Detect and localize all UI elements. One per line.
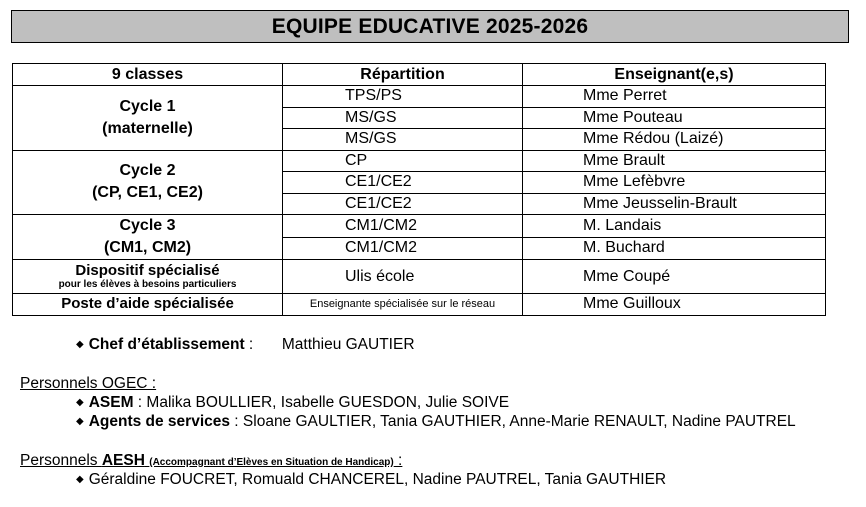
table-row [13, 260, 826, 294]
dispositif-cell [13, 260, 283, 294]
aesh-heading-label: AESH [101, 452, 145, 469]
teacher-cell: M. Buchard [523, 237, 826, 260]
aesh-heading-prefix: Personnels [20, 452, 102, 469]
table-row [13, 215, 826, 238]
agents-line [76, 413, 796, 431]
aesh-heading [20, 452, 402, 470]
table-row [13, 86, 826, 108]
aesh-heading-suffix: : [393, 452, 403, 469]
table-row [13, 294, 826, 316]
cycle-name: Cycle 2 [119, 162, 176, 180]
cycle-name: Cycle 3 [119, 217, 176, 234]
chef-name: Matthieu GAUTIER [281, 336, 415, 353]
agents-names: : Sloane GAULTIER, Tania GAUTHIER, Anne-Marie RENAULT, Nadine PAUTREL [230, 413, 796, 430]
cycle-detail: (CM1, CM2) [103, 239, 192, 256]
header-classes: 9 classes [13, 64, 283, 86]
teacher-cell: M. Landais [523, 215, 826, 238]
bullet-icon: ◆ [76, 474, 84, 485]
poste-cell: Poste d’aide spécialisée [13, 294, 283, 316]
cycle-detail: (CP, CE1, CE2) [92, 184, 203, 202]
table-header-row [13, 64, 826, 86]
cycle-3-cell [13, 215, 283, 260]
chef-line [76, 336, 415, 354]
header-repartition: Répartition [283, 64, 523, 86]
header-teachers: Enseignant(e,s) [523, 64, 826, 86]
asem-names: : Malika BOULLIER, Isabelle GUESDON, Julie SOIVE [133, 394, 510, 411]
teacher-cell: Mme Rédou (Laizé) [523, 129, 826, 151]
bullet-icon: ◆ [76, 339, 84, 350]
class-cell: Ulis école [283, 260, 523, 294]
cycle-name: Cycle 1 [119, 97, 176, 115]
teacher-cell: Mme Lefèbvre [523, 172, 826, 194]
cycle-detail: (maternelle) [102, 119, 193, 137]
class-cell: CP [283, 150, 523, 172]
class-cell: Enseignante spécialisée sur le réseau [283, 294, 523, 316]
class-cell: MS/GS [283, 107, 523, 129]
cycle-1-cell [13, 86, 283, 151]
aesh-line [76, 471, 666, 489]
agents-label: Agents de services [88, 413, 230, 430]
cycle-2-cell [13, 150, 283, 215]
teacher-cell: Mme Brault [523, 150, 826, 172]
class-cell: CE1/CE2 [283, 172, 523, 194]
class-cell: CE1/CE2 [283, 193, 523, 215]
page-title: EQUIPE EDUCATIVE 2025-2026 [11, 10, 849, 43]
aesh-heading-detail: (Accompagnant d’Elèves en Situation de Handicap) [149, 457, 394, 468]
bullet-icon: ◆ [76, 416, 84, 427]
chef-label: Chef d’établissement [88, 336, 245, 353]
class-cell: TPS/PS [283, 86, 523, 108]
teacher-cell: Mme Coupé [523, 260, 826, 294]
staff-table [12, 63, 826, 316]
teacher-cell: Mme Perret [523, 86, 826, 108]
aesh-names: Géraldine FOUCRET, Romuald CHANCEREL, Nadine PAUTREL, Tania GAUTHIER [88, 471, 667, 488]
class-cell: MS/GS [283, 129, 523, 151]
class-cell: CM1/CM2 [283, 237, 523, 260]
teacher-cell: Mme Jeusselin-Brault [523, 193, 826, 215]
dispositif-detail: pour les élèves à besoins particuliers [58, 279, 237, 290]
chef-separator: : [244, 336, 254, 353]
teacher-cell: Mme Guilloux [523, 294, 826, 316]
ogec-heading: Personnels OGEC : [20, 375, 157, 392]
bullet-icon: ◆ [76, 397, 84, 408]
teacher-cell: Mme Pouteau [523, 107, 826, 129]
table-row [13, 150, 826, 172]
asem-label: ASEM [88, 394, 134, 411]
dispositif-name: Dispositif spécialisé [75, 262, 220, 279]
asem-line [76, 394, 509, 412]
class-cell: CM1/CM2 [283, 215, 523, 238]
